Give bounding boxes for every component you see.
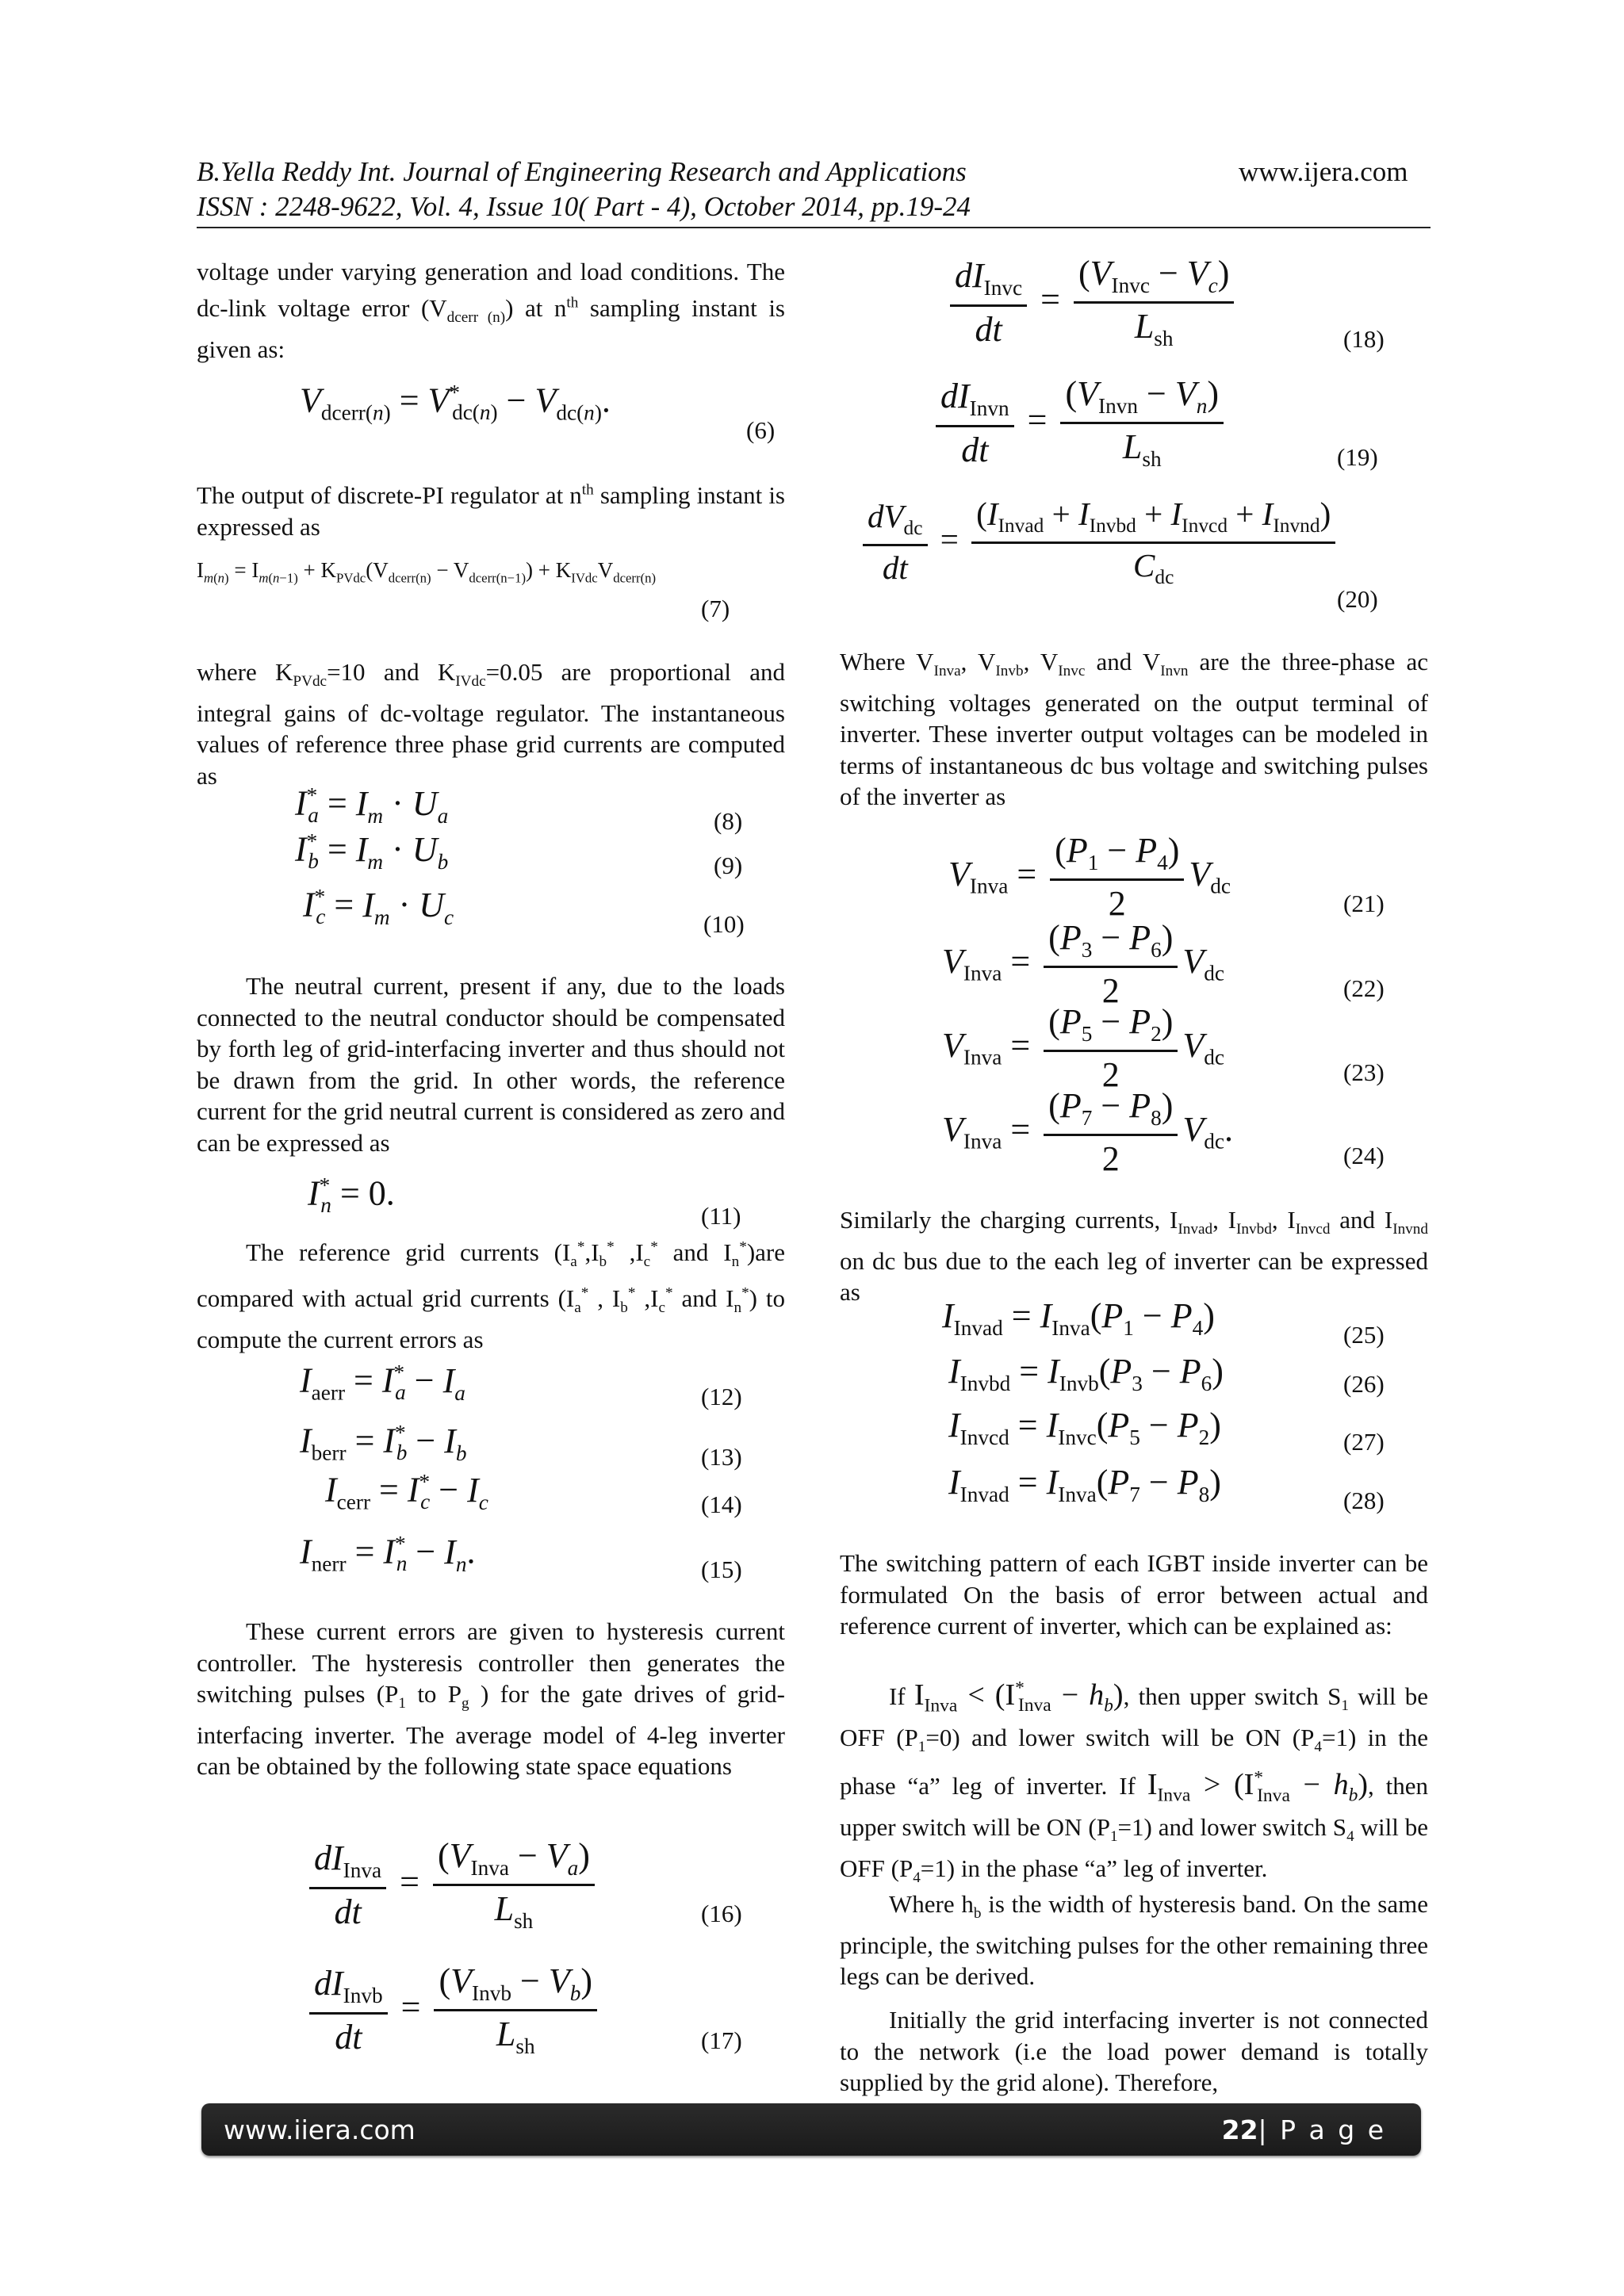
equation-16: $\frac{dI_{Inva}}{dt}$ = $\frac{(V_{Inva} - V_a)}{L_{sh}}$ xyxy=(304,1838,599,1933)
footer-page-indicator xyxy=(1222,2114,1386,2145)
right-paragraph-2: Similarly the charging currents, $I_{Invad}$, $I_{Invbd}$, $I_{Invcd}$ and $I_{Invnd}$ on dc bus due to the each leg of inverter can be expressed as xyxy=(840,1206,1428,1307)
left-paragraph-1: voltage under varying generation and load conditions. The dc-link voltage error $(V_{dcerr (n)})$ at $n^{th}$ sampling instant is given as: xyxy=(197,258,786,363)
equation-13: $I_{berr} = I^*_b - I_b$ xyxy=(300,1421,467,1465)
equation-number: (16) xyxy=(701,1900,742,1927)
equation-number: (13) xyxy=(701,1443,742,1471)
equation-number: (24) xyxy=(1343,1142,1385,1169)
equation-number: (25) xyxy=(1343,1321,1385,1349)
equation-number: (17) xyxy=(701,2026,742,2054)
equation-number: (27) xyxy=(1343,1428,1385,1456)
left-paragraph-2: The output of discrete-PI regulator at $n^{th}$ sampling instant is expressed as xyxy=(197,481,785,541)
equation-23: $V_{Inva}$ = $\frac{(P_5 - P_2)}{2}$ $V_{dc}$ xyxy=(942,1002,1225,1095)
footer-bar xyxy=(201,2103,1421,2156)
equation-28: $I_{Invad} = I_{Inva}(P_7 - P_8)$ xyxy=(948,1463,1221,1506)
right-paragraph-6: Initially the grid interfacing inverter is not connected to the network (i.e the load power demand is totally supplied by the grid alone). Therefore, xyxy=(840,2006,1428,2096)
page-number: 22 xyxy=(1221,2114,1258,2145)
journal-title: B.Yella Reddy Int. Journal of Engineering Research and Applications xyxy=(197,156,967,187)
equation-number: (7) xyxy=(701,595,730,622)
equation-22: $V_{Inva}$ = $\frac{(P_3 - P_6)}{2}$ $V_{dc}$ xyxy=(942,918,1225,1011)
equation-number: (22) xyxy=(1343,974,1385,1002)
equation-number: (26) xyxy=(1343,1370,1385,1398)
equation-6: $V_{dcerr(n)} = V^*_{dc(n)} - V_{dc(n)}$. xyxy=(300,381,611,425)
equation-number: (14) xyxy=(701,1490,742,1518)
equation-10: $I^*_c = I_m \cdot U_c$ xyxy=(303,885,454,929)
equation-number: (12) xyxy=(701,1383,742,1410)
right-paragraph-4: If $I_{Inva} < (I^*_{Inva} - h_b)$, then upper switch $S_1$ will be OFF $(P_1=0)$ and lower switch will be ON $(P_4=1)$ in the phase “a” leg of inverter. If $I_{Inva} > (I^*_{Inva} - h_b)$, then upper switch will be ON $(P_1=1)$ and lower switch $S_4$ will be OFF $(P_4=1)$ in the phase “a” leg of inverter. xyxy=(840,1678,1428,1887)
equation-17: $\frac{dI_{Invb}}{dt}$ = $\frac{(V_{Invb} - V_b)}{L_{sh}}$ xyxy=(304,1963,602,2058)
equation-8: $I^*_a = I_m \cdot U_a$ xyxy=(295,783,449,828)
equation-27: $I_{Invcd} = I_{Invc}(P_5 - P_2)$ xyxy=(948,1406,1221,1449)
right-paragraph-3: The switching pattern of each IGBT inside inverter can be formulated On the basis of error between actual and reference current of inverter, which can be explained as: xyxy=(840,1549,1428,1640)
equation-9: $I^*_b = I_m \cdot U_b$ xyxy=(295,829,449,874)
issn-line: ISSN : 2248-9622, Vol. 4, Issue 10( Part - 4), October 2014, pp.19-24 xyxy=(197,191,971,222)
equation-number: (20) xyxy=(1337,585,1378,613)
equation-14: $I_{cerr} = I^*_c - I_c$ xyxy=(325,1470,488,1514)
equation-number: (21) xyxy=(1343,890,1385,917)
right-paragraph-1: Where $V_{Inva}$, $V_{Invb}$, $V_{Invc}$ and $V_{Invn}$ are the three-phase ac switching voltages generated on the output terminal of inverter. These inverter output voltages can be modeled in terms of instantaneous dc bus voltage and switching pulses of the inverter as xyxy=(840,648,1429,811)
equation-number: (28) xyxy=(1343,1487,1385,1514)
left-paragraph-3: where $K_{PVdc}=10$ and $K_{IVdc}=0.05$ are proportional and integral gains of dc-voltage regulator. The instantaneous values of reference three phase grid currents are computed as xyxy=(197,658,785,790)
page-label: | P a g e xyxy=(1258,2114,1386,2145)
header-rule xyxy=(197,227,1431,228)
equation-number: (11) xyxy=(701,1202,741,1230)
equation-number: (15) xyxy=(701,1556,742,1583)
right-paragraph-5: Where $h_b$ is the width of hysteresis band. On the same principle, the switching pulses for the other remaining three legs can be derived. xyxy=(840,1890,1428,1991)
equation-number: (10) xyxy=(703,910,745,938)
left-paragraph-6: These current errors are given to hysteresis current controller. The hysteresis controller then generates the switching pulses ($P_1$ to $P_g$ ) for the gate drives of grid-interfacing inverter. The average model of 4-leg inverter can be obtained by the following state space equations xyxy=(197,1617,785,1781)
equation-number: (9) xyxy=(714,851,743,879)
equation-11: $I^*_n = 0$. xyxy=(308,1173,395,1218)
equation-12: $I_{aerr} = I^*_a - I_a$ xyxy=(300,1360,465,1405)
equation-number: (8) xyxy=(714,807,743,835)
left-paragraph-4: The neutral current, present if any, due to the loads connected to the neutral conductor should be compensated by forth leg of grid-interfacing inverter and thus should not be drawn from the grid. In other words, the reference current for the grid neutral current is considered as zero and can be expressed as xyxy=(197,972,785,1157)
equation-number: (19) xyxy=(1337,443,1378,471)
equation-18: $\frac{dI_{Invc}}{dt}$ = $\frac{(V_{Invc} - V_c)}{L_{sh}}$ xyxy=(945,255,1239,350)
footer-website[interactable]: www.iiera.com xyxy=(224,2114,416,2145)
equation-25: $I_{Invad} = I_{Inva}(P_1 - P_4)$ xyxy=(942,1296,1215,1340)
equation-number: (6) xyxy=(746,416,776,444)
equation-26: $I_{Invbd} = I_{Invb}(P_3 - P_6)$ xyxy=(948,1352,1224,1395)
left-paragraph-5: The reference grid currents ($I_a^*,I_b^*$ $,I_c^*$ and $I_n^*)are$ compared with actual grid currents ($I_a^*$ , $I_b^*$ $,I_c^*$ and $I_n^*$) to compute the current errors as xyxy=(197,1238,786,1354)
equation-7: $I_{m(n)} = I_{m(n-1)} + K_{PVdc}(V_{dcerr(n)} - V_{dcerr(n-1)}) + K_{IVdc}V_{dcerr(n)}$ xyxy=(197,558,657,586)
journal-website[interactable]: www.ijera.com xyxy=(1239,156,1408,187)
equation-number: (18) xyxy=(1343,325,1385,353)
equation-21: $V_{Inva}$ = $\frac{(P_1 - P_4)}{2}$ $V_{dc}$ xyxy=(948,831,1231,924)
equation-number: (23) xyxy=(1343,1058,1385,1086)
equation-19: $\frac{dI_{Invn}}{dt}$ = $\frac{(V_{Invn} - V_n)}{L_{sh}}$ xyxy=(931,376,1228,471)
equation-24: $V_{Inva}$ = $\frac{(P_7 - P_8)}{2}$ $V_{dc}$. xyxy=(942,1086,1234,1179)
equation-15: $I_{nerr} = I^*_n - I_n$. xyxy=(300,1532,476,1576)
equation-20: $\frac{dV_{dc}}{dt}$ = $\frac{(I_{Invad} + I_{Invbd} + I_{Invcd} + I_{Invnd})}{C_{dc}}$ xyxy=(858,497,1340,588)
